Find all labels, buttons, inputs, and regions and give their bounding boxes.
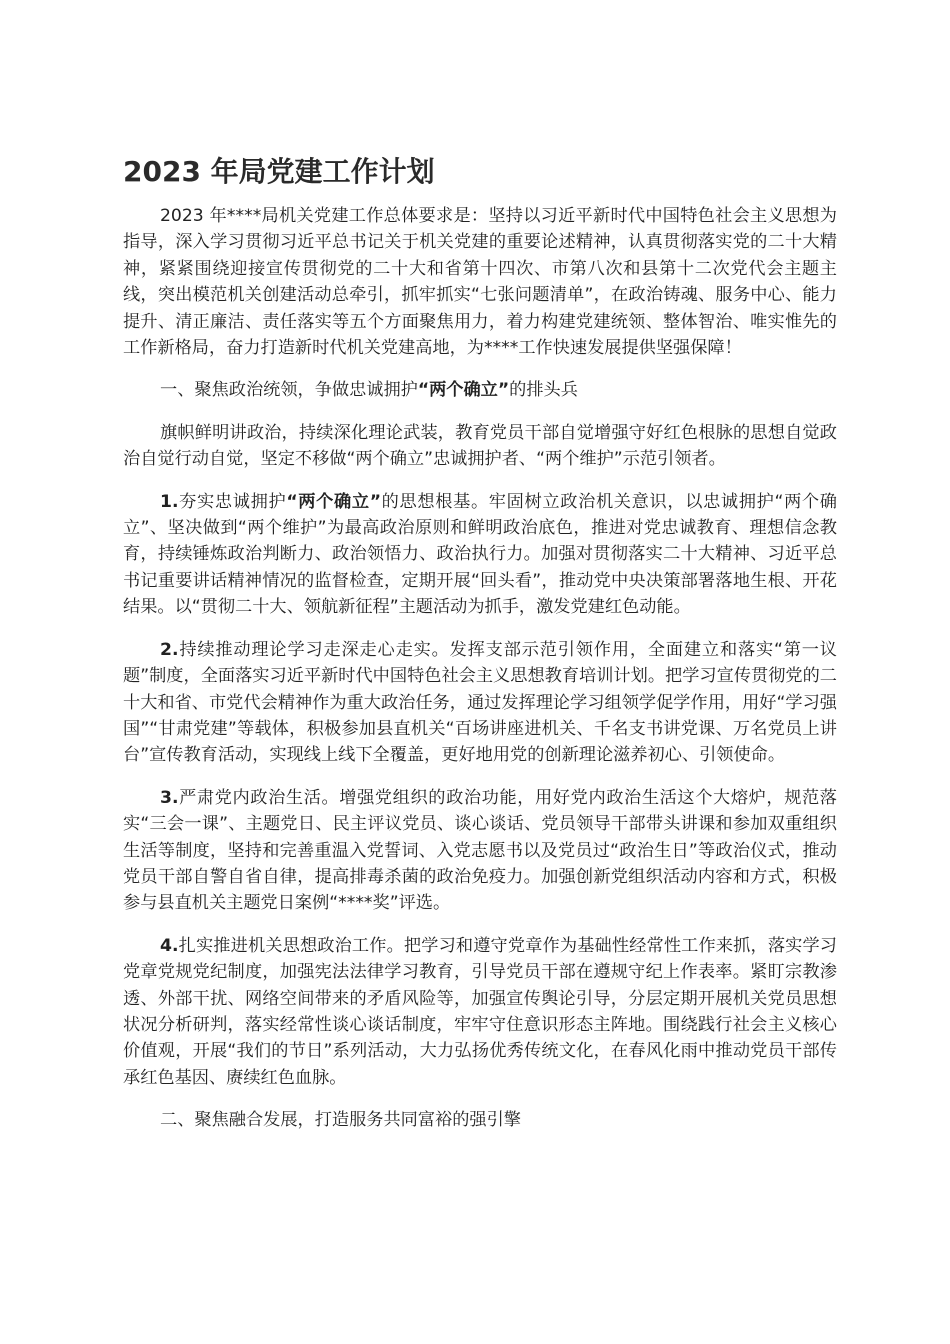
section-1-lead-paragraph: 旗帜鲜明讲政治，持续深化理论武装，教育党员干部自觉增强守好红色根脉的思想自觉政治自觉行动自觉，坚定不移做“两个确立”忠诚拥护者、“两个维护”示范引领者。 bbox=[123, 422, 837, 470]
item-title-prefix: 夯实忠诚拥护 bbox=[178, 491, 287, 512]
section-1-item-4 bbox=[123, 933, 837, 1091]
section-1-heading-prefix: 一、聚焦政治统领，争做忠诚拥护 bbox=[160, 380, 418, 401]
intro-paragraph: 2023 年****局机关党建工作总体要求是：坚持以习近平新时代中国特色社会主义思想为指导，深入学习贯彻习近平总书记关于机关党建的重要论述精神，认真贯彻落实党的二十大精神，紧紧围绕迎接宣传贯彻党的二十大和省第十四次、市第八次和县第十二次党代会主题主线，突出模范机关创建活动总牵引，抓牢抓实“七张问题清单”，在政治铸魂、服务中心、能力提升、清正廉洁、责任落实等五个方面聚焦用力，着力构建党建统领、整体智治、唯实惟先的工作新格局，奋力打造新时代机关党建高地，为****工作快速发展提供坚强保障！ bbox=[123, 206, 837, 359]
item-number: 3. bbox=[160, 787, 179, 808]
item-number: 4. bbox=[160, 935, 179, 956]
document-title: 2023 年局党建工作计划 bbox=[123, 155, 435, 188]
section-1-item-2 bbox=[123, 637, 837, 769]
item-body: 的思想根基。牢固树立政治机关意识，以忠诚拥护“两个确立”、坚决做到“两个维护”为最高政治原则和鲜明政治底色，推进对党忠诚教育、理想信念教育，持续锤炼政治判断力、政治领悟力、政治执行力。加强对贯彻落实二十大精神、习近平总书记重要讲话精神情况的监督检查，定期开展“回头看”，推动党中央决策部署落地生根、开花结果。以“贯彻二十大、领航新征程”主题活动为抓手，激发党建红色动能。 bbox=[123, 491, 837, 618]
section-1-item-3 bbox=[123, 785, 837, 917]
item-title-strong: “两个确立” bbox=[286, 491, 381, 512]
section-1-heading-strong: “两个确立” bbox=[417, 380, 510, 401]
document-body bbox=[123, 203, 837, 1150]
section-2-heading: 二、聚焦融合发展，打造服务共同富裕的强引擎 bbox=[160, 1110, 521, 1131]
section-1-heading bbox=[123, 377, 837, 403]
item-number: 2. bbox=[160, 639, 179, 660]
item-body: 扎实推进机关思想政治工作。把学习和遵守党章作为基础性经常性工作来抓，落实学习党章党规党纪制度，加强宪法法律学习教育，引导党员干部在遵规守纪上作表率。紧盯宗教渗透、外部干扰、网络空间带来的矛盾风险等，加强宣传舆论引导，分层定期开展机关党员思想状况分析研判，落实经常性谈心谈话制度，牢牢守住意识形态主阵地。围绕践行社会主义核心价值观，开展“我们的节日”系列活动，大力弘扬优秀传统文化，在春风化雨中推动党员干部传承红色基因、赓续红色血脉。 bbox=[123, 935, 837, 1088]
section-1-heading-suffix: 的排头兵 bbox=[509, 380, 578, 401]
item-body: 持续推动理论学习走深走心走实。发挥支部示范引领作用，全面建立和落实“第一议题”制度，全面落实习近平新时代中国特色社会主义思想教育培训计划。把学习宣传贯彻党的二十大和省、市党代会精神作为重大政治任务，通过发挥理论学习组领学促学作用，用好“学习强国”“甘肃党建”等载体，积极参加县直机关“百场讲座进机关、千名支书讲党课、万名党员上讲台”宣传教育活动，实现线上线下全覆盖，更好地用党的创新理论滋养初心、引领使命。 bbox=[123, 639, 837, 766]
item-body: 严肃党内政治生活。增强党组织的政治功能，用好党内政治生活这个大熔炉，规范落实“三会一课”、主题党日、民主评议党员、谈心谈话、党员领导干部带头讲课和参加双重组织生活等制度，坚持和完善重温入党誓词、入党志愿书以及党员过“政治生日”等政治仪式，推动党员干部自警自省自律，提高排毒杀菌的政治免疫力。加强创新党组织活动内容和方式，积极参与县直机关主题党日案例“****奖”评选。 bbox=[123, 787, 837, 914]
section-1-item-1 bbox=[123, 489, 837, 621]
item-number: 1. bbox=[160, 491, 179, 512]
